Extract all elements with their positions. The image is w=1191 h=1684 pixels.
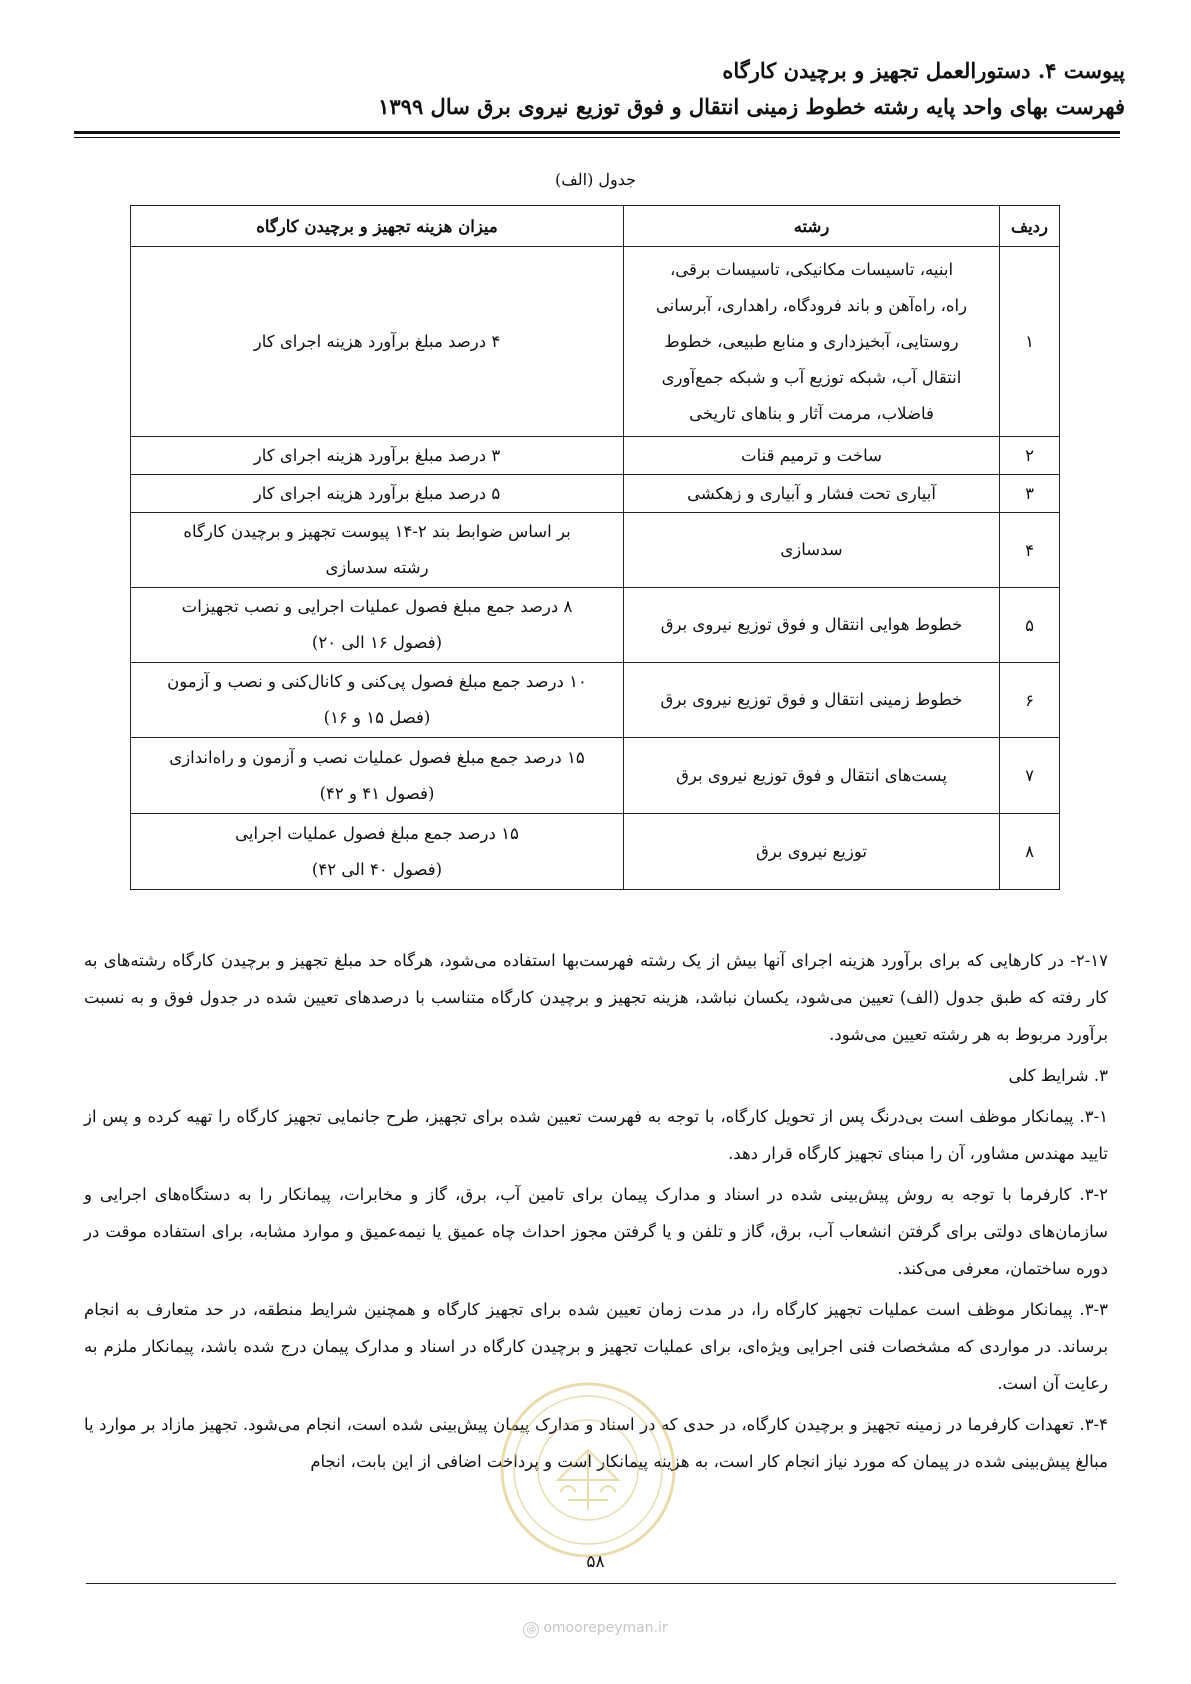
cell-line: انتقال آب، شبکه توزیع آب و شبکه جمع‌آوری <box>661 367 962 387</box>
table-row <box>131 738 1060 814</box>
cell-reshte <box>624 588 1000 663</box>
cell-line: ساخت و ترمیم قنات <box>741 445 882 465</box>
cell-line: آبیاری تحت فشار و آبیاری و زهکشی <box>687 483 936 503</box>
header-subtitle: فهرست بهای واحد پایه رشته خطوط زمینی انتقال و فوق توزیع نیروی برق سال ۱۳۹۹ <box>378 94 1125 119</box>
cell-radif: ۴ <box>1000 513 1060 588</box>
cell-line: ۱۵ درصد جمع مبلغ فصول عملیات نصب و آزمون و راه‌اندازی <box>169 747 585 767</box>
table-row <box>131 663 1060 738</box>
cell-reshte <box>624 247 1000 437</box>
table-header-row <box>131 206 1060 247</box>
cell-line: (فصول ۴۰ الی ۴۲) <box>311 859 443 879</box>
paragraph-3-3: ۳-۳. پیمانکار موظف است عملیات تجهیز کارگاه را، در مدت زمان تعیین شده برای تجهیز کارگاه و همچنین شرایط منطقه، در حد متعارف به انجام برساند. در مواردی که مشخصات فنی اجرایی ویژه‌ای، برای عملیات تجهیز و برچیدن کارگاه در اسناد و مدارک پیمان درج شده باشد، پیمانکار ملزم به رعایت آن است. <box>84 1300 1108 1393</box>
at-icon: @ <box>523 1622 539 1638</box>
cell-radif: ۵ <box>1000 588 1060 663</box>
table-row <box>131 437 1060 475</box>
cell-hazine <box>131 663 624 738</box>
table-row <box>131 513 1060 588</box>
cell-line: ۱۵ درصد جمع مبلغ فصول عملیات اجرایی <box>235 823 519 843</box>
cell-line: ۴ درصد مبلغ برآورد هزینه اجرای کار <box>253 331 501 351</box>
footer <box>0 1620 1191 1638</box>
cell-reshte <box>624 663 1000 738</box>
cell-line: ۸ درصد جمع مبلغ فصول عملیات اجرایی و نصب تجهیزات <box>181 597 573 616</box>
cell-radif: ۷ <box>1000 738 1060 814</box>
footer-rule <box>86 1583 1116 1584</box>
cell-hazine <box>131 588 624 663</box>
column-header-reshte: رشته <box>624 206 1000 247</box>
seal-watermark-icon <box>498 1380 678 1560</box>
table-caption: جدول (الف) <box>554 170 637 189</box>
cell-line: سدسازی <box>780 540 843 559</box>
cell-hazine <box>131 475 624 513</box>
cell-line: رشته سدسازی <box>325 558 429 577</box>
table-row <box>131 475 1060 513</box>
paragraph-2-17: ۲-۱۷- در کارهایی که برای برآورد هزینه اجرای آنها بیش از یک رشته فهرست‌بها استفاده می‌شود، هرگاه حد مبلغ تجهیز و برچیدن کارگاه رشته‌های به کار رفته که طبق جدول (الف) تعیین می‌شود، یکسان نباشد، هزینه تجهیز و برچیدن کارگاه متناسب با درصدهای تعیین شده در جدول فوق و به نسبت برآورد مربوط به هر رشته تعیین می‌شود. <box>84 951 1108 1044</box>
cell-hazine <box>131 814 624 890</box>
cell-reshte <box>624 437 1000 475</box>
cell-line: ۳ درصد مبلغ برآورد هزینه اجرای کار <box>253 445 501 465</box>
cell-line: ۵ درصد مبلغ برآورد هزینه اجرای کار <box>253 483 501 503</box>
cell-line: (فصل ۱۵ و ۱۶) <box>323 708 431 727</box>
cell-line: خطوط زمینی انتقال و فوق توزیع نیروی برق <box>660 690 963 709</box>
cell-line: فاضلاب، مرمت آثار و بناهای تاریخی <box>689 403 934 423</box>
cell-reshte <box>624 814 1000 890</box>
cell-hazine <box>131 247 624 437</box>
cell-radif: ۸ <box>1000 814 1060 890</box>
cell-line: ۱۰ درصد جمع مبلغ فصول پی‌کنی و کانال‌کنی و نصب و آزمون <box>167 672 587 691</box>
header-rule-thick <box>74 131 1120 134</box>
paragraph-3-4: ۳-۴. تعهدات کارفرما در زمینه تجهیز و برچیدن کارگاه، در حدی که در اسناد و مدارک پیمان پیش‌بینی شده است، انجام می‌شود. تجهیز مازاد بر موارد یا مبالغ پیش‌بینی شده در پیمان که مورد نیاز انجام کار است، به هزینه پیمانکار است و پرداخت اضافی از این بابت، انجام <box>84 1415 1108 1471</box>
footer-handle[interactable]: omoorepeyman.ir <box>543 1620 668 1636</box>
cell-line: ابنیه، تاسیسات مکانیکی، تاسیسات برقی، <box>669 259 954 279</box>
cell-line: پست‌های انتقال و فوق توزیع نیروی برق <box>676 765 947 785</box>
paragraph-3-1: ۳-۱. پیمانکار موظف است بی‌درنگ پس از تحویل کارگاه، با توجه به فهرست تعیین شده برای تجهیز، طرح جانمایی تجهیز کارگاه را تهیه کرده و پس از تایید مهندس مشاور، آن را مبنای تجهیز کارگاه قرار دهد. <box>84 1107 1108 1163</box>
cell-line: روستایی، آبخیزداری و منابع طبیعی، خطوط <box>664 331 959 351</box>
table-row <box>131 814 1060 890</box>
cell-radif: ۲ <box>1000 437 1060 475</box>
cell-hazine <box>131 513 624 588</box>
cell-hazine <box>131 738 624 814</box>
header-title: پیوست ۴. دستورالعمل تجهیز و برچیدن کارگاه <box>722 58 1125 83</box>
cell-reshte <box>624 475 1000 513</box>
section-heading: ۳. شرایط کلی <box>1008 1066 1108 1085</box>
cell-line: راه، راه‌آهن و باند فرودگاه، راهداری، آبرسانی <box>655 295 968 315</box>
column-header-radif: ردیف <box>1000 206 1060 247</box>
cell-line: (فصول ۴۱ و ۴۲) <box>319 783 435 803</box>
cell-radif: ۳ <box>1000 475 1060 513</box>
cell-hazine <box>131 437 624 475</box>
header-rule-thin <box>74 137 1120 138</box>
paragraph-3-2: ۳-۲. کارفرما با توجه به روش پیش‌بینی شده در اسناد و مدارک پیمان برای تامین آب، برق، گاز و مخابرات، پیمانکار را به دستگاه‌های اجرایی و سازمان‌های دولتی برای گرفتن انشعاب آب، برق، گاز و تلفن و یا گرفتن مجوز احداث چاه عمیق یا نیمه‌عمیق و موارد مشابه، برای استفاده موقت در دوره ساختمان، معرفی می‌کند. <box>84 1185 1108 1278</box>
cell-line: توزیع نیروی برق <box>755 841 867 861</box>
cell-reshte <box>624 738 1000 814</box>
table-row <box>131 588 1060 663</box>
cell-line: (فصول ۱۶ الی ۲۰) <box>311 633 443 652</box>
cost-table <box>130 205 1060 890</box>
cell-line: بر اساس ضوابط بند ۲-۱۴ پیوست تجهیز و برچیدن کارگاه <box>183 522 571 541</box>
cell-radif: ۶ <box>1000 663 1060 738</box>
cell-reshte <box>624 513 1000 588</box>
column-header-hazine: میزان هزینه تجهیز و برچیدن کارگاه <box>131 206 624 247</box>
cell-line: خطوط هوایی انتقال و فوق توزیع نیروی برق <box>660 615 963 634</box>
cell-radif: ۱ <box>1000 247 1060 437</box>
table-row <box>131 247 1060 437</box>
page-number: ۵۸ <box>586 1552 605 1572</box>
